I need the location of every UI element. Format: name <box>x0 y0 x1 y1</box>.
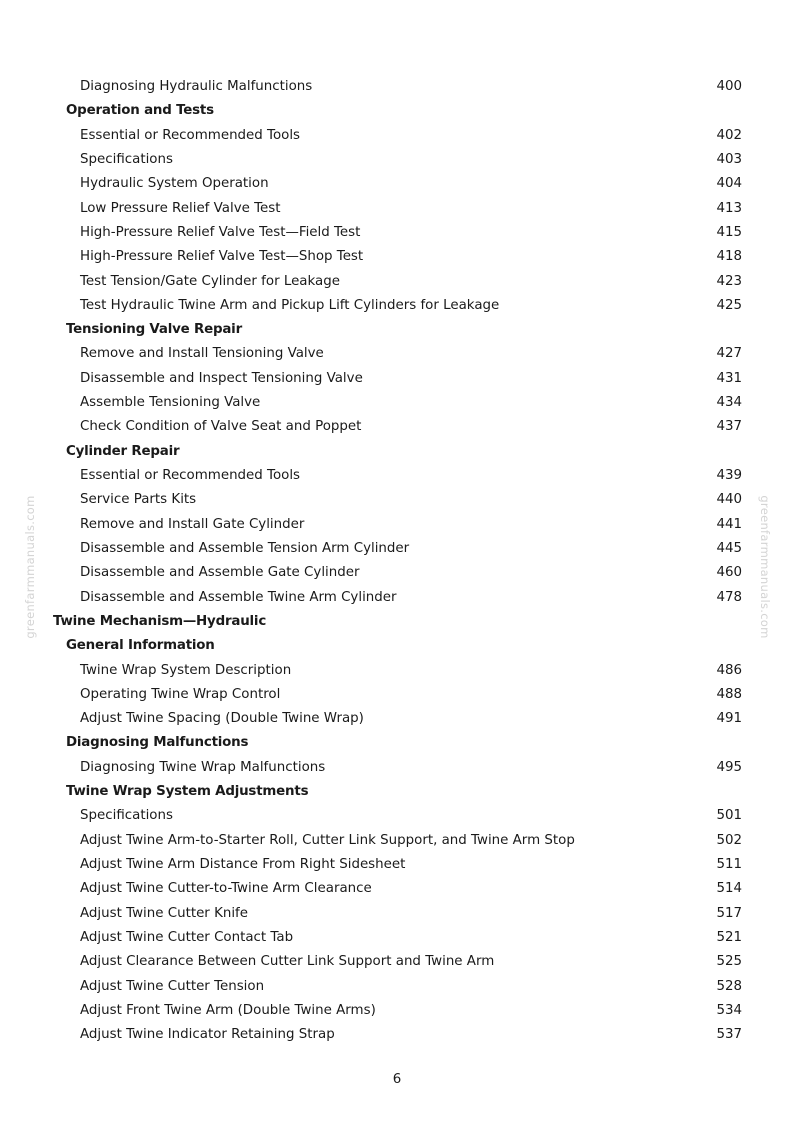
toc-entry-title: Service Parts Kits <box>80 492 197 508</box>
toc-entry[interactable] <box>0 561 794 585</box>
toc-entry-title: Adjust Twine Cutter Contact Tab <box>80 929 294 945</box>
toc-entry[interactable] <box>0 488 794 512</box>
toc-entry[interactable] <box>0 415 794 439</box>
toc-entry-title: Adjust Twine Cutter Tension <box>80 978 265 994</box>
toc-entry-page-number: 427 <box>716 346 742 362</box>
toc-entry-title: Cylinder Repair <box>66 443 180 459</box>
toc-entry-page-number: 415 <box>716 224 742 240</box>
toc-entry-page-number: 434 <box>716 395 742 411</box>
toc-entry-title: Tensioning Valve Repair <box>66 322 242 338</box>
toc-entry-title: High-Pressure Relief Valve Test—Shop Test <box>80 249 364 265</box>
toc-entry[interactable] <box>0 464 794 488</box>
toc-entry-page-number: 488 <box>716 686 742 702</box>
toc-entry-page-number: 445 <box>716 540 742 556</box>
toc-entry-page-number: 495 <box>716 759 742 775</box>
toc-entry[interactable] <box>0 537 794 561</box>
toc-entry-title: Adjust Twine Arm-to-Starter Roll, Cutter Link Support, and Twine Arm Stop <box>80 832 575 848</box>
toc-entry-page-number: 403 <box>716 151 742 167</box>
toc-entry-title: Operating Twine Wrap Control <box>80 686 281 702</box>
toc-entry-title: Disassemble and Assemble Gate Cylinder <box>80 565 360 581</box>
toc-entry[interactable] <box>0 197 794 221</box>
toc-entry-page-number: 404 <box>716 176 742 192</box>
toc-entry[interactable] <box>0 975 794 999</box>
toc-entry-title: Twine Wrap System Adjustments <box>66 784 309 800</box>
toc-entry[interactable] <box>0 659 794 683</box>
toc-entry-page-number: 514 <box>716 881 742 897</box>
toc-entry-title: Essential or Recommended Tools <box>80 127 301 143</box>
toc-entry-title: Adjust Clearance Between Cutter Link Support and Twine Arm <box>80 954 495 970</box>
toc-entry-title: Twine Wrap System Description <box>80 662 292 678</box>
toc-entry-title: Low Pressure Relief Valve Test <box>80 200 281 216</box>
toc-entry[interactable] <box>0 342 794 366</box>
toc-entry-page-number: 400 <box>716 79 742 94</box>
toc-entry-title: Assemble Tensioning Valve <box>80 395 261 411</box>
toc-entry-title: Hydraulic System Operation <box>80 176 269 192</box>
toc-entry-title: Specifications <box>80 808 173 824</box>
toc-entry[interactable] <box>0 999 794 1023</box>
toc-section-heading[interactable] <box>0 99 794 123</box>
toc-entry[interactable] <box>0 221 794 245</box>
toc-entry-title: Specifications <box>80 151 173 167</box>
toc-entry[interactable] <box>0 853 794 877</box>
toc-entry-page-number: 441 <box>716 516 742 532</box>
toc-entry[interactable] <box>0 804 794 828</box>
toc-entry-page-number: 425 <box>716 297 742 313</box>
toc-entry-title: Diagnosing Malfunctions <box>66 735 249 751</box>
toc-entry-page-number: 525 <box>716 954 742 970</box>
page-number: 6 <box>392 1072 402 1087</box>
toc-entry-page-number: 534 <box>716 1002 742 1018</box>
toc-entry-page-number: 460 <box>716 565 742 581</box>
toc-entry[interactable] <box>0 148 794 172</box>
toc-entry-title: Adjust Twine Indicator Retaining Strap <box>80 1027 335 1043</box>
toc-entry[interactable] <box>0 926 794 950</box>
toc-entry-title: Essential or Recommended Tools <box>80 468 301 483</box>
toc-entry[interactable] <box>0 245 794 269</box>
toc-section-heading[interactable] <box>0 318 794 342</box>
table-of-contents <box>0 75 794 1048</box>
toc-entry-page-number: 423 <box>716 273 742 289</box>
toc-entry[interactable] <box>0 877 794 901</box>
toc-entry-page-number: 402 <box>716 127 742 143</box>
toc-entry-page-number: 491 <box>716 711 742 727</box>
toc-entry-page-number: 501 <box>716 808 742 824</box>
toc-entry-title: Twine Mechanism—Hydraulic <box>53 613 267 629</box>
toc-entry-page-number: 502 <box>716 832 742 848</box>
toc-entry[interactable] <box>0 586 794 610</box>
toc-entry-title: Adjust Twine Arm Distance From Right Sidesheet <box>80 857 406 872</box>
toc-entry[interactable] <box>0 270 794 294</box>
toc-entry-title: Diagnosing Hydraulic Malfunctions <box>80 79 313 94</box>
toc-section-heading[interactable] <box>0 634 794 658</box>
toc-entry[interactable] <box>0 707 794 731</box>
toc-entry[interactable] <box>0 75 794 99</box>
toc-entry-page-number: 413 <box>716 200 742 216</box>
toc-entry-title: Adjust Twine Spacing (Double Twine Wrap) <box>80 711 364 727</box>
toc-entry-title: General Information <box>66 638 215 654</box>
toc-entry[interactable] <box>0 294 794 318</box>
toc-entry-page-number: 440 <box>716 492 742 508</box>
toc-entry-title: Test Tension/Gate Cylinder for Leakage <box>80 273 340 289</box>
toc-entry[interactable] <box>0 124 794 148</box>
toc-entry-title: Adjust Twine Cutter Knife <box>80 905 249 921</box>
toc-entry-title: Disassemble and Assemble Tension Arm Cylinder <box>80 540 410 556</box>
toc-entry[interactable] <box>0 683 794 707</box>
toc-entry-page-number: 521 <box>716 929 742 945</box>
toc-entry-page-number: 517 <box>716 905 742 921</box>
toc-entry[interactable] <box>0 902 794 926</box>
toc-entry[interactable] <box>0 829 794 853</box>
toc-section-heading[interactable] <box>0 780 794 804</box>
toc-entry-page-number: 439 <box>716 468 742 483</box>
toc-section-heading[interactable] <box>0 440 794 464</box>
toc-entry-page-number: 511 <box>716 857 742 872</box>
toc-entry[interactable] <box>0 1023 794 1047</box>
toc-entry-page-number: 418 <box>716 249 742 265</box>
toc-entry-title: Remove and Install Gate Cylinder <box>80 516 305 532</box>
toc-entry[interactable] <box>0 950 794 974</box>
toc-entry[interactable] <box>0 367 794 391</box>
toc-entry-title: Test Hydraulic Twine Arm and Pickup Lift Cylinders for Leakage <box>80 297 500 313</box>
toc-entry-title: Check Condition of Valve Seat and Poppet <box>80 419 362 435</box>
toc-entry-title: High-Pressure Relief Valve Test—Field Test <box>80 224 361 240</box>
toc-entry-title: Disassemble and Assemble Twine Arm Cylinder <box>80 589 397 605</box>
toc-entry-title: Adjust Twine Cutter-to-Twine Arm Clearance <box>80 881 372 897</box>
toc-entry-title: Operation and Tests <box>66 103 214 119</box>
toc-entry-page-number: 478 <box>716 589 742 605</box>
toc-entry[interactable] <box>0 756 794 780</box>
toc-entry-title: Diagnosing Twine Wrap Malfunctions <box>80 759 326 775</box>
watermark-left: greenfarmmanuals.com <box>23 495 37 639</box>
toc-entry-title: Adjust Front Twine Arm (Double Twine Arms) <box>80 1002 376 1018</box>
toc-chapter-heading[interactable] <box>0 610 794 634</box>
toc-entry[interactable] <box>0 513 794 537</box>
toc-entry[interactable] <box>0 391 794 415</box>
toc-entry-title: Disassemble and Inspect Tensioning Valve <box>80 370 363 386</box>
toc-entry-page-number: 486 <box>716 662 742 678</box>
toc-entry-title: Remove and Install Tensioning Valve <box>80 346 324 362</box>
toc-entry-page-number: 431 <box>716 370 742 386</box>
toc-section-heading[interactable] <box>0 731 794 755</box>
toc-entry-page-number: 437 <box>716 419 742 435</box>
toc-entry-page-number: 528 <box>716 978 742 994</box>
toc-entry[interactable] <box>0 172 794 196</box>
watermark-right: greenfarmmanuals.com <box>758 495 772 639</box>
toc-entry-page-number: 537 <box>716 1027 742 1043</box>
